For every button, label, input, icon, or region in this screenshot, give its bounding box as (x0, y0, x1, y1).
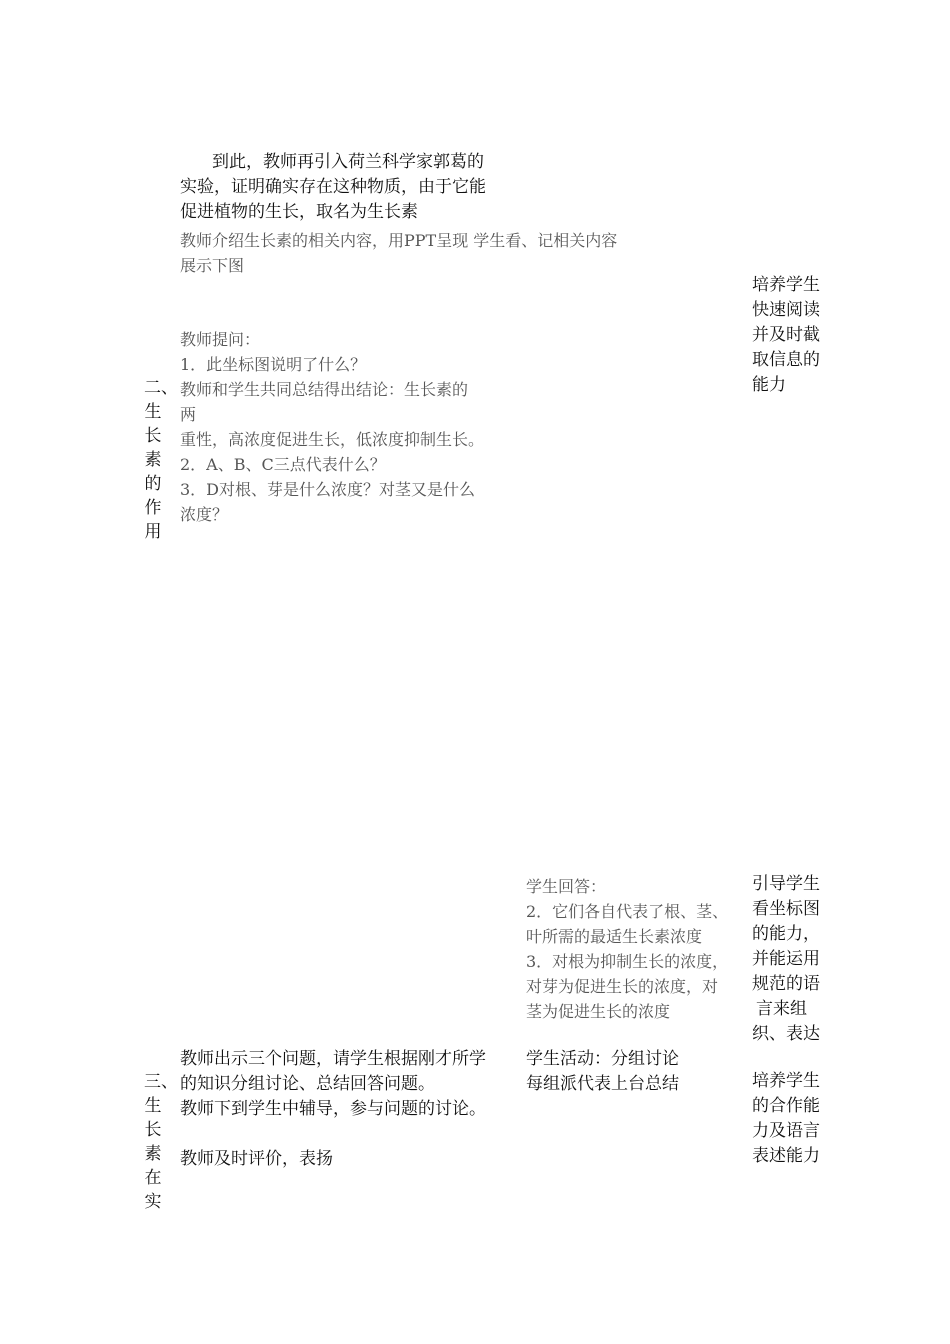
aim-line: 言来组 (756, 999, 807, 1019)
section-3-heading (142, 1070, 182, 1214)
text-line: 实验，证明确实存在这种物质，由于它能 (180, 177, 486, 197)
text-line: 促进植物的生长，取名为生长素 (180, 202, 418, 222)
teacher-activity-3-block (180, 1047, 486, 1172)
heading-char: 素 (144, 1144, 162, 1164)
teaching-aim-3 (752, 1069, 820, 1169)
heading-char: 长 (144, 1120, 162, 1140)
text-line: 浓度？ (180, 505, 229, 524)
aim-line: 能力 (752, 375, 786, 395)
heading-char: 实 (144, 1192, 162, 1212)
aim-line: 织、表达 (752, 1024, 820, 1044)
aim-line: 表述能力 (752, 1146, 820, 1166)
teaching-aim-2 (752, 872, 820, 1047)
text-line: 的知识分组讨论、总结回答问题。 (180, 1074, 435, 1094)
aim-line: 的能力， (752, 924, 820, 944)
text-line: 茎为促进生长的浓度 (526, 1002, 671, 1021)
text-line: 对芽为促进生长的浓度，对 (526, 977, 719, 996)
heading-char: 生 (144, 1096, 162, 1116)
text-line: 2．它们各自代表了根、茎、 (526, 902, 729, 921)
heading-char: 的 (144, 474, 162, 494)
section-2-heading (142, 376, 182, 544)
text-line: 教师介绍生长素的相关内容，用PPT呈现 学生看、记相关内容 (180, 231, 618, 250)
text-line: 教师和学生共同总结得出结论：生长素的 (180, 380, 469, 399)
teacher-intro-ppt-block (180, 228, 617, 278)
heading-char: 在 (144, 1168, 162, 1188)
student-answers-block (526, 874, 728, 1024)
text-line: 两 (180, 405, 197, 424)
teaching-aim-1 (752, 273, 820, 398)
aim-line: 培养学生 (752, 275, 820, 295)
text-line: 教师提问： (180, 330, 261, 349)
student-activity-3-block (526, 1047, 679, 1097)
text-line: 学生回答： (526, 877, 607, 896)
text-line: 叶所需的最适生长素浓度 (526, 927, 703, 946)
heading-char: 生 (144, 402, 162, 422)
text-line: 展示下图 (180, 256, 245, 275)
heading-char: 三、 (144, 1072, 178, 1092)
text-line: 教师及时评价，表扬 (180, 1149, 333, 1169)
aim-line: 取信息的 (752, 350, 820, 370)
text-line: 2．A、B、C三点代表什么？ (180, 455, 386, 474)
text-line: 到此，教师再引入荷兰科学家郭葛的 (212, 152, 484, 172)
text-line: 教师下到学生中辅导，参与问题的讨论。 (180, 1099, 486, 1119)
teacher-questions-block (180, 327, 484, 527)
aim-line: 培养学生 (752, 1071, 820, 1091)
text-line: 每组派代表上台总结 (526, 1074, 679, 1094)
text-line: 学生活动：分组讨论 (526, 1049, 679, 1069)
aim-line: 看坐标图 (752, 899, 820, 919)
aim-line: 引导学生 (752, 874, 820, 894)
heading-char: 用 (144, 522, 162, 542)
aim-line: 的合作能 (752, 1096, 820, 1116)
aim-line: 并及时截 (752, 325, 820, 345)
aim-line: 并能运用 (752, 949, 820, 969)
teacher-intro-block (180, 150, 486, 225)
text-line (180, 1122, 486, 1147)
text-line: 3．对根为抑制生长的浓度， (526, 952, 729, 971)
heading-char: 素 (144, 450, 162, 470)
aim-line: 规范的语 (752, 974, 820, 994)
heading-char: 长 (144, 426, 162, 446)
heading-char: 作 (144, 498, 162, 518)
text-line: 重性，高浓度促进生长，低浓度抑制生长。 (180, 430, 485, 449)
aim-line: 力及语言 (752, 1121, 820, 1141)
text-line: 教师出示三个问题，请学生根据刚才所学 (180, 1049, 486, 1069)
text-line: 3．D对根、芽是什么浓度？对茎又是什么 (180, 480, 476, 499)
aim-line: 快速阅读 (752, 300, 820, 320)
heading-char: 二、 (144, 378, 178, 398)
text-line: 1．此坐标图说明了什么？ (180, 355, 367, 374)
